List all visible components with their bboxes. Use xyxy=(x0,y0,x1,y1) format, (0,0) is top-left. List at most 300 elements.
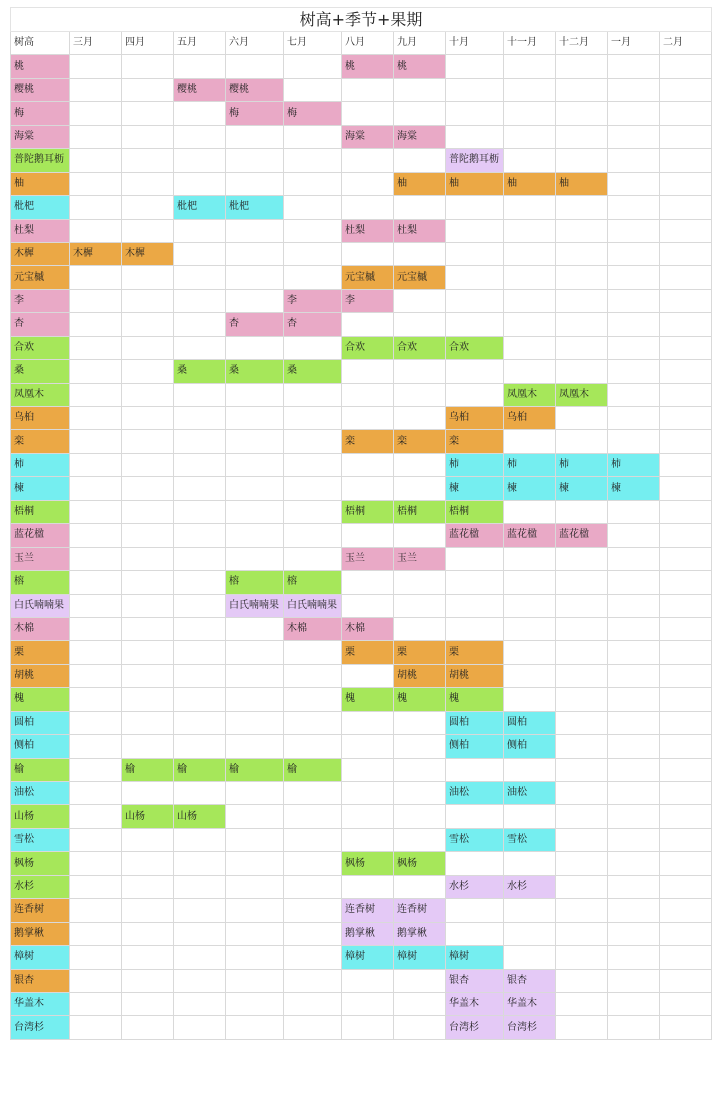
empty-cell[interactable] xyxy=(122,992,174,1015)
empty-cell[interactable] xyxy=(660,571,712,594)
tree-name-cell[interactable]: 李 xyxy=(11,289,70,312)
empty-cell[interactable] xyxy=(70,946,122,969)
tree-name-cell[interactable]: 合欢 xyxy=(11,336,70,359)
empty-cell[interactable] xyxy=(70,266,122,289)
empty-cell[interactable] xyxy=(122,55,174,78)
season-cell[interactable]: 枫杨 xyxy=(394,852,446,875)
empty-cell[interactable] xyxy=(174,547,226,570)
empty-cell[interactable] xyxy=(660,875,712,898)
season-cell[interactable]: 合欢 xyxy=(446,336,504,359)
empty-cell[interactable] xyxy=(446,852,504,875)
season-cell[interactable]: 槐 xyxy=(446,688,504,711)
tree-name-cell[interactable]: 杏 xyxy=(11,313,70,336)
empty-cell[interactable] xyxy=(504,55,556,78)
empty-cell[interactable] xyxy=(70,430,122,453)
empty-cell[interactable] xyxy=(608,946,660,969)
empty-cell[interactable] xyxy=(122,922,174,945)
season-cell[interactable]: 油松 xyxy=(504,782,556,805)
tree-name-cell[interactable]: 银杏 xyxy=(11,969,70,992)
empty-cell[interactable] xyxy=(284,946,342,969)
empty-cell[interactable] xyxy=(394,289,446,312)
season-cell[interactable]: 栾 xyxy=(394,430,446,453)
empty-cell[interactable] xyxy=(342,594,394,617)
empty-cell[interactable] xyxy=(70,992,122,1015)
empty-cell[interactable] xyxy=(660,969,712,992)
empty-cell[interactable] xyxy=(70,500,122,523)
empty-cell[interactable] xyxy=(226,289,284,312)
empty-cell[interactable] xyxy=(394,313,446,336)
tree-name-cell[interactable]: 乌桕 xyxy=(11,407,70,430)
empty-cell[interactable] xyxy=(70,594,122,617)
empty-cell[interactable] xyxy=(608,430,660,453)
empty-cell[interactable] xyxy=(70,899,122,922)
empty-cell[interactable] xyxy=(504,289,556,312)
empty-cell[interactable] xyxy=(122,828,174,851)
header-month[interactable]: 五月 xyxy=(174,32,226,55)
header-month[interactable]: 十二月 xyxy=(556,32,608,55)
empty-cell[interactable] xyxy=(122,547,174,570)
empty-cell[interactable] xyxy=(70,664,122,687)
empty-cell[interactable] xyxy=(70,407,122,430)
empty-cell[interactable] xyxy=(660,78,712,101)
empty-cell[interactable] xyxy=(174,852,226,875)
tree-name-cell[interactable]: 柿 xyxy=(11,453,70,476)
tree-name-cell[interactable]: 木棉 xyxy=(11,617,70,640)
tree-name-cell[interactable]: 梧桐 xyxy=(11,500,70,523)
season-cell[interactable]: 榆 xyxy=(122,758,174,781)
empty-cell[interactable] xyxy=(608,313,660,336)
tree-name-cell[interactable]: 樟树 xyxy=(11,946,70,969)
empty-cell[interactable] xyxy=(660,852,712,875)
empty-cell[interactable] xyxy=(660,453,712,476)
empty-cell[interactable] xyxy=(174,571,226,594)
empty-cell[interactable] xyxy=(174,711,226,734)
empty-cell[interactable] xyxy=(446,196,504,219)
empty-cell[interactable] xyxy=(174,594,226,617)
tree-name-cell[interactable]: 圆柏 xyxy=(11,711,70,734)
empty-cell[interactable] xyxy=(556,500,608,523)
empty-cell[interactable] xyxy=(660,758,712,781)
empty-cell[interactable] xyxy=(608,196,660,219)
empty-cell[interactable] xyxy=(660,266,712,289)
empty-cell[interactable] xyxy=(394,407,446,430)
empty-cell[interactable] xyxy=(122,78,174,101)
header-month[interactable]: 七月 xyxy=(284,32,342,55)
empty-cell[interactable] xyxy=(504,430,556,453)
season-cell[interactable]: 柚 xyxy=(556,172,608,195)
tree-name-cell[interactable]: 油松 xyxy=(11,782,70,805)
season-cell[interactable]: 油松 xyxy=(446,782,504,805)
empty-cell[interactable] xyxy=(174,899,226,922)
empty-cell[interactable] xyxy=(394,875,446,898)
empty-cell[interactable] xyxy=(556,125,608,148)
empty-cell[interactable] xyxy=(608,735,660,758)
empty-cell[interactable] xyxy=(174,946,226,969)
empty-cell[interactable] xyxy=(556,617,608,640)
season-cell[interactable]: 凤凰木 xyxy=(504,383,556,406)
empty-cell[interactable] xyxy=(394,242,446,265)
empty-cell[interactable] xyxy=(608,55,660,78)
empty-cell[interactable] xyxy=(446,102,504,125)
empty-cell[interactable] xyxy=(284,172,342,195)
empty-cell[interactable] xyxy=(394,524,446,547)
tree-name-cell[interactable]: 桑 xyxy=(11,360,70,383)
empty-cell[interactable] xyxy=(556,946,608,969)
empty-cell[interactable] xyxy=(556,102,608,125)
empty-cell[interactable] xyxy=(556,828,608,851)
empty-cell[interactable] xyxy=(446,922,504,945)
season-cell[interactable]: 槐 xyxy=(394,688,446,711)
empty-cell[interactable] xyxy=(556,922,608,945)
season-cell[interactable]: 玉兰 xyxy=(342,547,394,570)
empty-cell[interactable] xyxy=(122,735,174,758)
empty-cell[interactable] xyxy=(70,78,122,101)
empty-cell[interactable] xyxy=(556,313,608,336)
tree-name-cell[interactable]: 华盖木 xyxy=(11,992,70,1015)
tree-name-cell[interactable]: 普陀鹅耳枥 xyxy=(11,149,70,172)
empty-cell[interactable] xyxy=(70,524,122,547)
empty-cell[interactable] xyxy=(608,664,660,687)
empty-cell[interactable] xyxy=(608,969,660,992)
empty-cell[interactable] xyxy=(122,383,174,406)
empty-cell[interactable] xyxy=(226,922,284,945)
empty-cell[interactable] xyxy=(342,149,394,172)
empty-cell[interactable] xyxy=(284,688,342,711)
empty-cell[interactable] xyxy=(122,125,174,148)
empty-cell[interactable] xyxy=(504,78,556,101)
empty-cell[interactable] xyxy=(226,383,284,406)
empty-cell[interactable] xyxy=(504,594,556,617)
tree-name-cell[interactable]: 槐 xyxy=(11,688,70,711)
header-month[interactable]: 四月 xyxy=(122,32,174,55)
empty-cell[interactable] xyxy=(504,102,556,125)
tree-name-cell[interactable]: 台湾杉 xyxy=(11,1016,70,1039)
empty-cell[interactable] xyxy=(70,477,122,500)
empty-cell[interactable] xyxy=(608,242,660,265)
empty-cell[interactable] xyxy=(556,735,608,758)
empty-cell[interactable] xyxy=(122,149,174,172)
empty-cell[interactable] xyxy=(284,477,342,500)
season-cell[interactable]: 栗 xyxy=(394,641,446,664)
empty-cell[interactable] xyxy=(70,196,122,219)
empty-cell[interactable] xyxy=(504,922,556,945)
empty-cell[interactable] xyxy=(174,219,226,242)
empty-cell[interactable] xyxy=(556,149,608,172)
empty-cell[interactable] xyxy=(342,828,394,851)
empty-cell[interactable] xyxy=(660,735,712,758)
empty-cell[interactable] xyxy=(660,125,712,148)
season-cell[interactable]: 梅 xyxy=(284,102,342,125)
empty-cell[interactable] xyxy=(122,711,174,734)
empty-cell[interactable] xyxy=(504,149,556,172)
season-cell[interactable]: 圆柏 xyxy=(504,711,556,734)
empty-cell[interactable] xyxy=(660,313,712,336)
empty-cell[interactable] xyxy=(70,125,122,148)
empty-cell[interactable] xyxy=(504,664,556,687)
season-cell[interactable]: 桑 xyxy=(174,360,226,383)
tree-name-cell[interactable]: 榆 xyxy=(11,758,70,781)
empty-cell[interactable] xyxy=(660,899,712,922)
season-cell[interactable]: 连香树 xyxy=(394,899,446,922)
tree-name-cell[interactable]: 山杨 xyxy=(11,805,70,828)
empty-cell[interactable] xyxy=(284,336,342,359)
season-cell[interactable]: 蓝花楹 xyxy=(556,524,608,547)
empty-cell[interactable] xyxy=(226,407,284,430)
empty-cell[interactable] xyxy=(556,664,608,687)
empty-cell[interactable] xyxy=(284,664,342,687)
tree-name-cell[interactable]: 樱桃 xyxy=(11,78,70,101)
empty-cell[interactable] xyxy=(70,922,122,945)
empty-cell[interactable] xyxy=(608,266,660,289)
season-cell[interactable]: 枇杷 xyxy=(226,196,284,219)
empty-cell[interactable] xyxy=(284,453,342,476)
empty-cell[interactable] xyxy=(556,219,608,242)
empty-cell[interactable] xyxy=(342,758,394,781)
empty-cell[interactable] xyxy=(122,664,174,687)
empty-cell[interactable] xyxy=(174,735,226,758)
empty-cell[interactable] xyxy=(608,172,660,195)
empty-cell[interactable] xyxy=(556,711,608,734)
empty-cell[interactable] xyxy=(284,78,342,101)
empty-cell[interactable] xyxy=(226,711,284,734)
tree-name-cell[interactable]: 元宝槭 xyxy=(11,266,70,289)
empty-cell[interactable] xyxy=(446,55,504,78)
empty-cell[interactable] xyxy=(660,641,712,664)
empty-cell[interactable] xyxy=(342,805,394,828)
empty-cell[interactable] xyxy=(226,688,284,711)
empty-cell[interactable] xyxy=(70,852,122,875)
empty-cell[interactable] xyxy=(660,547,712,570)
empty-cell[interactable] xyxy=(174,242,226,265)
empty-cell[interactable] xyxy=(504,266,556,289)
season-cell[interactable]: 银杏 xyxy=(504,969,556,992)
empty-cell[interactable] xyxy=(70,782,122,805)
empty-cell[interactable] xyxy=(122,102,174,125)
season-cell[interactable]: 乌桕 xyxy=(446,407,504,430)
empty-cell[interactable] xyxy=(226,805,284,828)
season-cell[interactable]: 华盖木 xyxy=(504,992,556,1015)
empty-cell[interactable] xyxy=(660,664,712,687)
empty-cell[interactable] xyxy=(608,688,660,711)
empty-cell[interactable] xyxy=(70,102,122,125)
empty-cell[interactable] xyxy=(504,242,556,265)
season-cell[interactable]: 樱桃 xyxy=(226,78,284,101)
empty-cell[interactable] xyxy=(660,336,712,359)
empty-cell[interactable] xyxy=(504,360,556,383)
season-cell[interactable]: 侧柏 xyxy=(446,735,504,758)
empty-cell[interactable] xyxy=(446,383,504,406)
empty-cell[interactable] xyxy=(342,78,394,101)
season-cell[interactable]: 杏 xyxy=(226,313,284,336)
empty-cell[interactable] xyxy=(226,641,284,664)
season-cell[interactable]: 杜梨 xyxy=(342,219,394,242)
empty-cell[interactable] xyxy=(556,55,608,78)
season-cell[interactable]: 白氏喃喃果 xyxy=(284,594,342,617)
tree-name-cell[interactable]: 楝 xyxy=(11,477,70,500)
season-cell[interactable]: 樟树 xyxy=(446,946,504,969)
empty-cell[interactable] xyxy=(342,969,394,992)
empty-cell[interactable] xyxy=(556,336,608,359)
empty-cell[interactable] xyxy=(446,758,504,781)
empty-cell[interactable] xyxy=(660,430,712,453)
empty-cell[interactable] xyxy=(122,266,174,289)
empty-cell[interactable] xyxy=(174,149,226,172)
empty-cell[interactable] xyxy=(660,922,712,945)
empty-cell[interactable] xyxy=(660,500,712,523)
season-cell[interactable]: 楝 xyxy=(504,477,556,500)
empty-cell[interactable] xyxy=(394,594,446,617)
empty-cell[interactable] xyxy=(284,149,342,172)
header-month[interactable]: 十一月 xyxy=(504,32,556,55)
season-cell[interactable]: 樱桃 xyxy=(174,78,226,101)
empty-cell[interactable] xyxy=(342,102,394,125)
empty-cell[interactable] xyxy=(122,289,174,312)
empty-cell[interactable] xyxy=(122,219,174,242)
empty-cell[interactable] xyxy=(70,383,122,406)
empty-cell[interactable] xyxy=(284,547,342,570)
season-cell[interactable]: 银杏 xyxy=(446,969,504,992)
empty-cell[interactable] xyxy=(394,360,446,383)
empty-cell[interactable] xyxy=(70,149,122,172)
season-cell[interactable]: 胡桃 xyxy=(446,664,504,687)
season-cell[interactable]: 榆 xyxy=(174,758,226,781)
empty-cell[interactable] xyxy=(342,711,394,734)
empty-cell[interactable] xyxy=(174,688,226,711)
season-cell[interactable]: 桑 xyxy=(226,360,284,383)
season-cell[interactable]: 杜梨 xyxy=(394,219,446,242)
season-cell[interactable]: 栗 xyxy=(342,641,394,664)
empty-cell[interactable] xyxy=(70,360,122,383)
empty-cell[interactable] xyxy=(226,430,284,453)
empty-cell[interactable] xyxy=(660,360,712,383)
season-cell[interactable]: 楝 xyxy=(556,477,608,500)
tree-name-cell[interactable]: 蓝花楹 xyxy=(11,524,70,547)
season-cell[interactable]: 桃 xyxy=(342,55,394,78)
empty-cell[interactable] xyxy=(226,992,284,1015)
empty-cell[interactable] xyxy=(660,524,712,547)
season-cell[interactable]: 梧桐 xyxy=(394,500,446,523)
empty-cell[interactable] xyxy=(608,594,660,617)
season-cell[interactable]: 合欢 xyxy=(394,336,446,359)
empty-cell[interactable] xyxy=(504,946,556,969)
empty-cell[interactable] xyxy=(608,852,660,875)
season-cell[interactable]: 桑 xyxy=(284,360,342,383)
season-cell[interactable]: 槐 xyxy=(342,688,394,711)
header-month[interactable]: 二月 xyxy=(660,32,712,55)
season-cell[interactable]: 樟树 xyxy=(394,946,446,969)
empty-cell[interactable] xyxy=(342,875,394,898)
season-cell[interactable]: 鹅掌楸 xyxy=(394,922,446,945)
season-cell[interactable]: 玉兰 xyxy=(394,547,446,570)
empty-cell[interactable] xyxy=(608,641,660,664)
empty-cell[interactable] xyxy=(342,782,394,805)
empty-cell[interactable] xyxy=(122,453,174,476)
empty-cell[interactable] xyxy=(556,875,608,898)
empty-cell[interactable] xyxy=(174,828,226,851)
empty-cell[interactable] xyxy=(660,172,712,195)
empty-cell[interactable] xyxy=(342,992,394,1015)
empty-cell[interactable] xyxy=(284,383,342,406)
empty-cell[interactable] xyxy=(504,125,556,148)
empty-cell[interactable] xyxy=(122,852,174,875)
empty-cell[interactable] xyxy=(556,782,608,805)
empty-cell[interactable] xyxy=(174,477,226,500)
table-title[interactable]: 树高+季节+果期 xyxy=(11,8,712,32)
empty-cell[interactable] xyxy=(174,524,226,547)
season-cell[interactable]: 柚 xyxy=(446,172,504,195)
tree-name-cell[interactable]: 雪松 xyxy=(11,828,70,851)
empty-cell[interactable] xyxy=(660,711,712,734)
empty-cell[interactable] xyxy=(122,969,174,992)
empty-cell[interactable] xyxy=(504,805,556,828)
empty-cell[interactable] xyxy=(226,782,284,805)
empty-cell[interactable] xyxy=(70,219,122,242)
empty-cell[interactable] xyxy=(660,805,712,828)
empty-cell[interactable] xyxy=(446,78,504,101)
empty-cell[interactable] xyxy=(394,805,446,828)
season-cell[interactable]: 乌桕 xyxy=(504,407,556,430)
empty-cell[interactable] xyxy=(226,500,284,523)
empty-cell[interactable] xyxy=(556,430,608,453)
empty-cell[interactable] xyxy=(660,782,712,805)
empty-cell[interactable] xyxy=(174,172,226,195)
tree-name-cell[interactable]: 桃 xyxy=(11,55,70,78)
empty-cell[interactable] xyxy=(608,149,660,172)
empty-cell[interactable] xyxy=(122,899,174,922)
season-cell[interactable]: 水杉 xyxy=(504,875,556,898)
tree-name-cell[interactable]: 连香树 xyxy=(11,899,70,922)
empty-cell[interactable] xyxy=(226,547,284,570)
empty-cell[interactable] xyxy=(284,828,342,851)
empty-cell[interactable] xyxy=(342,196,394,219)
empty-cell[interactable] xyxy=(556,571,608,594)
season-cell[interactable]: 楝 xyxy=(608,477,660,500)
empty-cell[interactable] xyxy=(122,500,174,523)
empty-cell[interactable] xyxy=(394,453,446,476)
empty-cell[interactable] xyxy=(70,571,122,594)
empty-cell[interactable] xyxy=(226,969,284,992)
empty-cell[interactable] xyxy=(226,336,284,359)
season-cell[interactable]: 柿 xyxy=(556,453,608,476)
empty-cell[interactable] xyxy=(342,571,394,594)
empty-cell[interactable] xyxy=(342,524,394,547)
empty-cell[interactable] xyxy=(284,735,342,758)
empty-cell[interactable] xyxy=(284,922,342,945)
season-cell[interactable]: 连香树 xyxy=(342,899,394,922)
empty-cell[interactable] xyxy=(660,102,712,125)
empty-cell[interactable] xyxy=(174,969,226,992)
empty-cell[interactable] xyxy=(660,149,712,172)
empty-cell[interactable] xyxy=(70,617,122,640)
empty-cell[interactable] xyxy=(342,383,394,406)
empty-cell[interactable] xyxy=(608,782,660,805)
empty-cell[interactable] xyxy=(174,407,226,430)
empty-cell[interactable] xyxy=(556,547,608,570)
empty-cell[interactable] xyxy=(226,453,284,476)
empty-cell[interactable] xyxy=(556,360,608,383)
empty-cell[interactable] xyxy=(122,571,174,594)
empty-cell[interactable] xyxy=(122,313,174,336)
empty-cell[interactable] xyxy=(446,594,504,617)
empty-cell[interactable] xyxy=(660,383,712,406)
empty-cell[interactable] xyxy=(122,524,174,547)
empty-cell[interactable] xyxy=(284,125,342,148)
empty-cell[interactable] xyxy=(70,55,122,78)
season-cell[interactable]: 李 xyxy=(342,289,394,312)
empty-cell[interactable] xyxy=(226,828,284,851)
empty-cell[interactable] xyxy=(446,125,504,148)
season-cell[interactable]: 白氏喃喃果 xyxy=(226,594,284,617)
